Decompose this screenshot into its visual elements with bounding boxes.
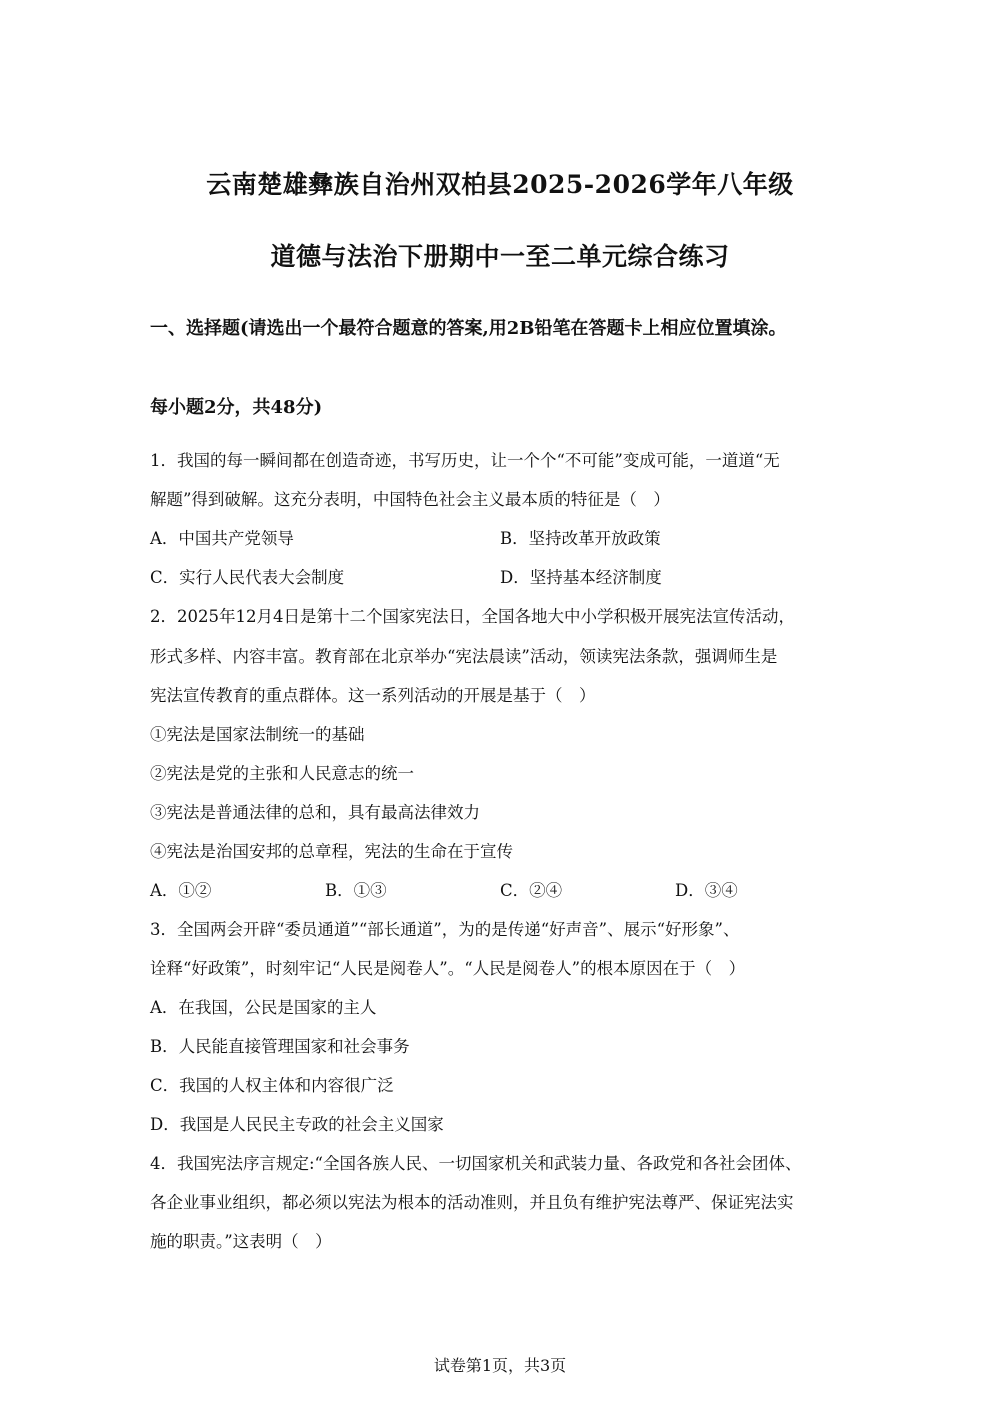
question-4-stem-line2: 各企业事业组织，都必须以宪法为根本的活动准则，并且负有维护宪法尊严、保证宪法实 <box>150 1193 794 1212</box>
section-heading-line2: 每小题2分，共48分) <box>150 397 323 418</box>
question-2-statement-2: ②宪法是党的主张和人民意志的统一 <box>150 764 414 783</box>
question-2-stem-line3: 宪法宣传教育的重点群体。这一系列活动的开展是基于（ ） <box>150 686 596 705</box>
question-3-option-d: D．我国是人民民主专政的社会主义国家 <box>150 1115 444 1134</box>
question-1-stem-line2: 解题”得到破解。这充分表明，中国特色社会主义最本质的特征是（ ） <box>150 490 670 509</box>
question-3-stem-line1: 3．全国两会开辟“委员通道”“部长通道”，为的是传递“好声音”、展示“好形象”、 <box>150 920 740 939</box>
question-2-statement-4: ④宪法是治国安邦的总章程，宪法的生命在于宣传 <box>150 842 513 861</box>
question-3-option-a: A．在我国，公民是国家的主人 <box>150 998 377 1017</box>
question-1-option-a: A．中国共产党领导 <box>150 529 294 548</box>
question-1-stem-line1: 1．我国的每一瞬间都在创造奇迹，书写历史，让一个个“不可能”变成可能，一道道“无 <box>150 451 780 470</box>
question-2-option-c: C．②④ <box>500 881 563 900</box>
question-3-option-b: B．人民能直接管理国家和社会事务 <box>150 1037 410 1056</box>
exam-title-line1: 云南楚雄彝族自治州双柏县2025-2026学年八年级 <box>206 170 794 199</box>
question-2-statement-3: ③宪法是普通法律的总和，具有最高法律效力 <box>150 803 480 822</box>
question-2-option-a: A．①② <box>150 881 212 900</box>
question-2-option-b: B．①③ <box>325 881 387 900</box>
question-3-option-c: C．我国的人权主体和内容很广泛 <box>150 1076 394 1095</box>
question-2-stem-line2: 形式多样、内容丰富。教育部在北京举办“宪法晨读”活动，领读宪法条款，强调师生是 <box>150 647 778 666</box>
question-1-option-c: C．实行人民代表大会制度 <box>150 568 345 587</box>
page-footer: 试卷第1页，共3页 <box>433 1356 567 1375</box>
section-heading-line1: 一、选择题(请选出一个最符合题意的答案,用2B铅笔在答题卡上相应位置填涂。 <box>150 318 787 339</box>
question-3-stem-line2: 诠释“好政策”，时刻牢记“人民是阅卷人”。“人民是阅卷人”的根本原因在于（ ） <box>150 959 746 978</box>
question-1-option-d: D．坚持基本经济制度 <box>500 568 662 587</box>
exam-title-line2: 道德与法治下册期中一至二单元综合练习 <box>270 242 730 271</box>
question-2-option-d: D．③④ <box>675 881 738 900</box>
question-2-stem-line1: 2．2025年12月4日是第十二个国家宪法日，全国各地大中小学积极开展宪法宣传活动， <box>150 607 795 626</box>
question-1-option-b: B．坚持改革开放政策 <box>500 529 661 548</box>
question-2-statement-1: ①宪法是国家法制统一的基础 <box>150 725 365 744</box>
question-4-stem-line3: 施的职责。”这表明（ ） <box>150 1232 332 1251</box>
question-4-stem-line1: 4．我国宪法序言规定:“全国各族人民、一切国家机关和武装力量、各政党和各社会团体、 <box>150 1154 802 1173</box>
